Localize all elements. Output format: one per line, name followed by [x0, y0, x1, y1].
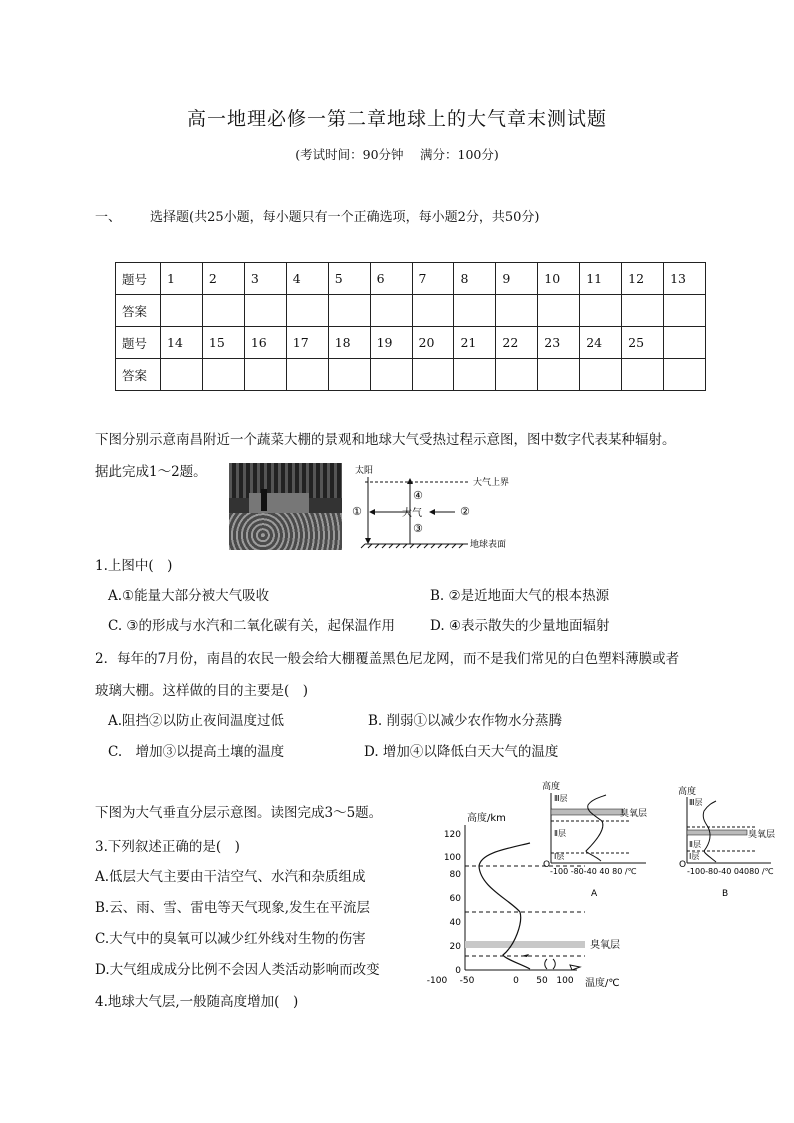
- question-number-cell: 9: [496, 263, 538, 295]
- answer-cell[interactable]: [664, 295, 706, 327]
- question-number-cell: 14: [161, 327, 203, 359]
- question-number-cell: 20: [412, 327, 454, 359]
- convection-icon: [545, 959, 556, 969]
- option-c: C.大气中的臭氧可以减少红外线对生物的伤害: [95, 931, 366, 947]
- question-stem: 3.下列叙述正确的是( ): [95, 839, 240, 855]
- answer-table: [115, 262, 706, 391]
- layer-chart-b: [676, 783, 786, 903]
- question-number-cell: 13: [664, 263, 706, 295]
- table-row: [116, 295, 706, 327]
- question-number-cell: 5: [328, 263, 370, 295]
- answer-cell[interactable]: [580, 359, 622, 391]
- y-axis-label: 高度/km: [467, 813, 506, 824]
- origin-label: O: [679, 860, 687, 870]
- y-tick: 20: [449, 942, 461, 952]
- x-tick: 0: [513, 976, 519, 986]
- question-stem: 2．每年的7月份，南昌的农民一般会给大棚覆盖黑色尼龙网，而不是我们常见的白色塑料薄膜或者: [95, 651, 680, 667]
- greenhouse-photo: [229, 463, 342, 550]
- question-number-cell: 24: [580, 327, 622, 359]
- option-b: B. ②是近地面大气的根本热源: [430, 588, 610, 604]
- surface-label: 地球表面: [470, 540, 507, 550]
- answer-cell[interactable]: [454, 295, 496, 327]
- y-tick: 120: [443, 830, 461, 840]
- layer-1-label: Ⅰ层: [689, 852, 700, 861]
- option-c: C. 增加③以提高土壤的温度: [108, 744, 285, 760]
- question-number-cell: 17: [286, 327, 328, 359]
- option-a: A.低层大气主要由干洁空气、水汽和杂质组成: [95, 869, 366, 885]
- question-number-cell: 4: [286, 263, 328, 295]
- table-row: [116, 327, 706, 359]
- question-number-cell: 16: [244, 327, 286, 359]
- section-number: 一、: [95, 210, 122, 225]
- y-tick: 100: [443, 853, 461, 863]
- bird-icon: [570, 965, 580, 970]
- question-number-cell: 8: [454, 263, 496, 295]
- answer-cell[interactable]: [622, 295, 664, 327]
- y-axis-label: 高度: [542, 782, 561, 792]
- heating-process-diagram: [350, 462, 525, 552]
- person-figure: [261, 489, 267, 511]
- layer-chart-a: [536, 775, 676, 900]
- chart-caption: A: [591, 889, 598, 899]
- y-tick-labels: [444, 830, 461, 976]
- table-header-cell: 答案: [116, 295, 161, 327]
- passage-instruction: 据此完成1～2题。: [95, 464, 207, 480]
- x-tick: -100: [426, 976, 448, 986]
- option-d: D. 增加④以降低白天大气的温度: [364, 744, 559, 760]
- ozone-label: 臭氧层: [590, 940, 620, 951]
- answer-cell[interactable]: [328, 295, 370, 327]
- question-number-cell: 6: [370, 263, 412, 295]
- temperature-curve: [479, 843, 530, 969]
- question-number-cell: 22: [496, 327, 538, 359]
- question-number-cell: 10: [538, 263, 580, 295]
- answer-cell[interactable]: [370, 359, 412, 391]
- page-title: 高一地理必修一第二章地球上的大气章末测试题: [186, 108, 607, 130]
- question-number-cell: 25: [622, 327, 664, 359]
- answer-cell[interactable]: [496, 359, 538, 391]
- sun-label: 太阳: [355, 466, 374, 476]
- temperature-curve: [586, 795, 606, 861]
- answer-cell[interactable]: [161, 295, 203, 327]
- answer-cell[interactable]: [454, 359, 496, 391]
- answer-cell[interactable]: [538, 295, 580, 327]
- x-tick-labels: -100 -80-40 40 80 /℃: [550, 867, 637, 876]
- layer-2-label: Ⅱ层: [689, 840, 701, 849]
- option-a: A.①能量大部分被大气吸收: [108, 588, 270, 604]
- answer-cell[interactable]: [286, 359, 328, 391]
- ozone-label: 臭氧层: [620, 809, 648, 819]
- answer-cell[interactable]: [244, 359, 286, 391]
- passage-intro: 下图分别示意南昌附近一个蔬菜大棚的景观和地球大气受热过程示意图，图中数字代表某种辐射。: [95, 432, 676, 448]
- x-tick-labels: -100-80-40 04080 /℃: [687, 867, 774, 876]
- answer-cell[interactable]: [328, 359, 370, 391]
- answer-cell[interactable]: [664, 359, 706, 391]
- x-tick: 100: [556, 976, 574, 986]
- x-tick: -50: [459, 976, 475, 986]
- ozone-label: 臭氧层: [748, 830, 776, 840]
- question-number-cell: 1: [161, 263, 203, 295]
- layer-2-label: Ⅱ层: [554, 829, 566, 838]
- answer-cell[interactable]: [202, 295, 244, 327]
- option-c: C. ③的形成与水汽和二氧化碳有关，起保温作用: [108, 618, 396, 634]
- x-axis-label: 温度/℃: [585, 978, 620, 989]
- ozone-band: [551, 809, 623, 815]
- answer-cell[interactable]: [244, 295, 286, 327]
- atmosphere-label: 大气: [402, 508, 422, 519]
- question-number-cell: 18: [328, 327, 370, 359]
- question-stem: 1.上图中( ): [95, 558, 173, 574]
- label-1: ①: [352, 505, 362, 518]
- label-3: ③: [413, 522, 423, 535]
- question-number-cell: 23: [538, 327, 580, 359]
- question-number-cell: 2: [202, 263, 244, 295]
- answer-cell[interactable]: [161, 359, 203, 391]
- layer-1-label: Ⅰ层: [554, 852, 565, 861]
- chart-caption: B: [722, 889, 729, 899]
- answer-cell[interactable]: [538, 359, 580, 391]
- origin-label: O: [543, 860, 551, 870]
- table-row: [116, 263, 706, 295]
- exam-info: (考试时间：90分钟 满分：100分): [295, 147, 499, 162]
- table-header-cell: 题号: [116, 263, 161, 295]
- y-tick: 60: [449, 894, 461, 904]
- table-row: [116, 359, 706, 391]
- ozone-band: [687, 830, 747, 835]
- answer-cell[interactable]: [286, 295, 328, 327]
- label-4: ④: [413, 489, 423, 502]
- question-stem-continued: 玻璃大棚。这样做的目的主要是( ): [95, 683, 309, 699]
- layer-3-label: Ⅲ层: [554, 794, 568, 803]
- option-d: D. ④表示散失的少量地面辐射: [430, 618, 610, 634]
- ozone-band: [465, 941, 585, 948]
- layer-3-label: Ⅲ层: [689, 798, 703, 807]
- question-number-cell: [664, 327, 706, 359]
- answer-cell[interactable]: [580, 295, 622, 327]
- option-d: D.大气组成成分比例不会因人类活动影响而改变: [95, 962, 380, 978]
- option-a: A.阻挡②以防止夜间温度过低: [108, 713, 285, 729]
- option-b: B. 削弱①以减少农作物水分蒸腾: [368, 713, 563, 729]
- question-number-cell: 15: [202, 327, 244, 359]
- y-axis-label: 高度: [678, 787, 697, 797]
- answer-cell[interactable]: [412, 359, 454, 391]
- question-number-cell: 7: [412, 263, 454, 295]
- question-number-cell: 12: [622, 263, 664, 295]
- upper-boundary-label: 大气上界: [473, 478, 510, 488]
- question-number-cell: 11: [580, 263, 622, 295]
- section-heading: 选择题(共25小题，每小题只有一个正确选项，每小题2分，共50分): [150, 210, 540, 225]
- question-number-cell: 3: [244, 263, 286, 295]
- y-tick: 40: [449, 918, 461, 928]
- answer-cell[interactable]: [370, 295, 412, 327]
- answer-cell[interactable]: [622, 359, 664, 391]
- y-tick: 80: [449, 870, 461, 880]
- ground-hatching: [361, 544, 463, 548]
- answer-cell[interactable]: [496, 295, 538, 327]
- question-number-cell: 19: [370, 327, 412, 359]
- question-stem: 4.地球大气层,一般随高度增加( ): [95, 994, 299, 1010]
- y-tick: 0: [455, 966, 461, 976]
- answer-cell[interactable]: [412, 295, 454, 327]
- passage-intro: 下图为大气垂直分层示意图。读图完成3～5题。: [95, 805, 383, 821]
- answer-cell[interactable]: [202, 359, 244, 391]
- x-tick: 50: [536, 976, 548, 986]
- question-number-cell: 21: [454, 327, 496, 359]
- table-header-cell: 答案: [116, 359, 161, 391]
- label-2: ②: [460, 505, 470, 518]
- table-header-cell: 题号: [116, 327, 161, 359]
- x-tick-labels: [427, 976, 574, 986]
- option-b: B.云、雨、雪、雷电等天气现象,发生在平流层: [95, 900, 371, 916]
